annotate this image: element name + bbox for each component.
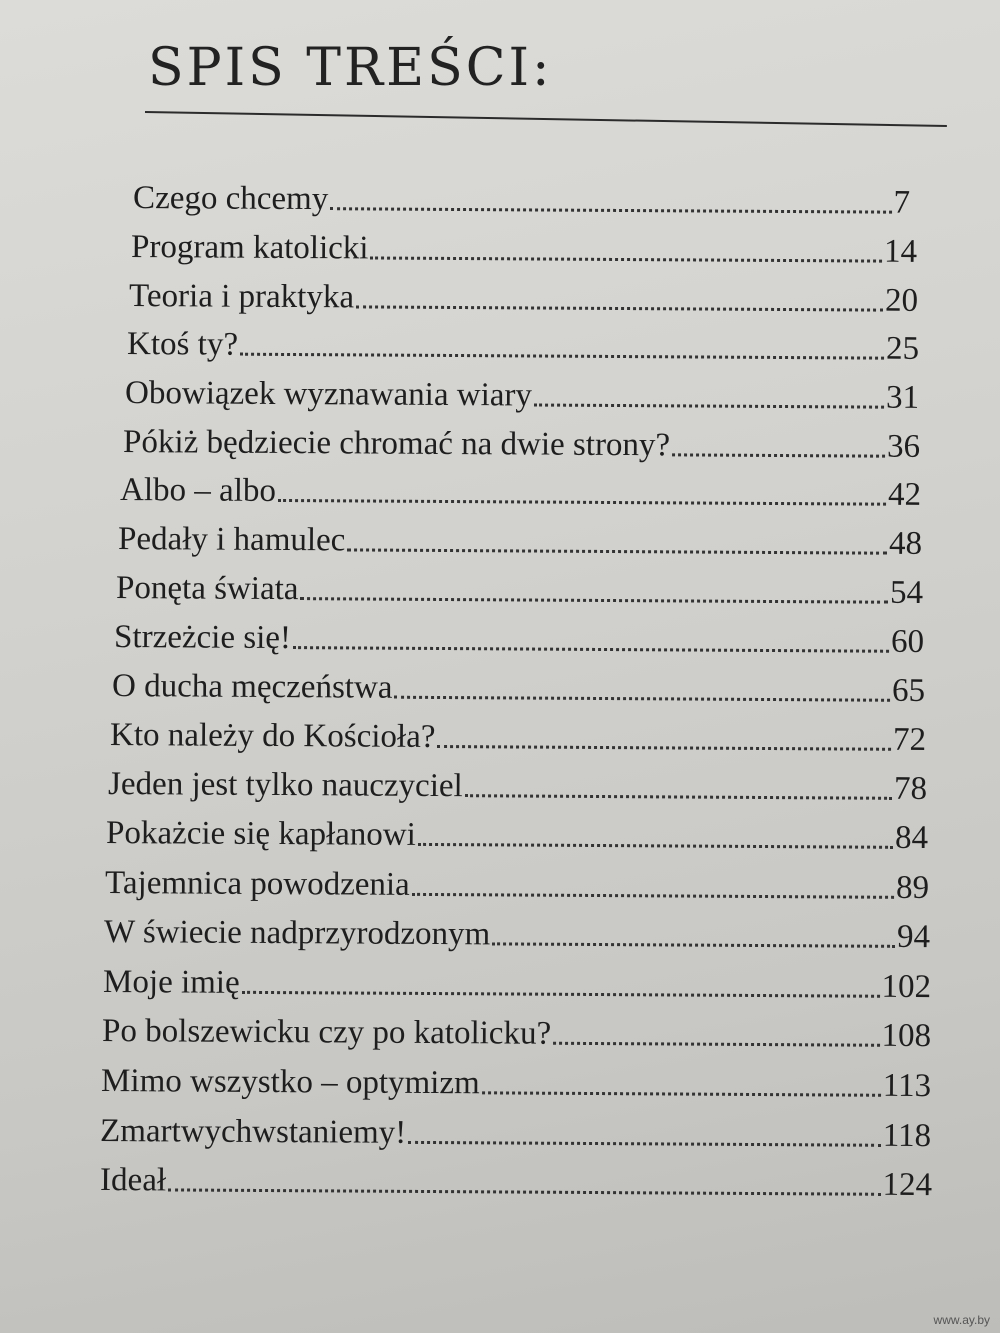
- toc-entry-page: 54: [889, 574, 924, 611]
- toc-entry-title: Jeden jest tylko nauczyciel: [108, 766, 463, 805]
- toc-entry-page: 72: [892, 721, 927, 758]
- toc-entry: [112, 660, 925, 711]
- dot-leader: [330, 207, 891, 213]
- toc-entry-title: Czego chcemy: [133, 180, 329, 218]
- toc-entry: [100, 1105, 931, 1156]
- toc-entry-page: 94: [896, 918, 931, 956]
- toc-entry-title: Pókiż będziecie chromać na dwie strony?: [123, 424, 671, 464]
- dot-leader: [534, 403, 884, 408]
- dot-leader: [347, 548, 887, 554]
- toc-entry-title: Zmartwychwstaniemy!: [100, 1113, 407, 1151]
- toc-entry-page: 31: [885, 379, 920, 416]
- toc-entry-page: 102: [881, 968, 932, 1006]
- dot-leader: [672, 453, 885, 457]
- toc-entry-page: 118: [882, 1117, 932, 1155]
- dot-leader: [437, 745, 891, 751]
- toc-entry: [102, 1005, 931, 1056]
- toc-entry: [118, 513, 922, 564]
- dot-leader: [242, 991, 880, 998]
- toc-entry: [131, 221, 917, 272]
- dot-leader: [394, 696, 890, 702]
- toc-entry: [127, 318, 919, 369]
- toc-entry-title: Strzeżcie się!: [114, 619, 292, 657]
- page-title: SPIS TREŚCI:: [148, 38, 553, 98]
- toc-entry-page: 25: [885, 330, 920, 367]
- toc-entry: [108, 758, 927, 809]
- toc-entry: [100, 1154, 932, 1205]
- watermark: www.ay.by: [933, 1313, 990, 1327]
- toc-entry: [110, 709, 926, 760]
- dot-leader: [492, 942, 895, 947]
- dot-leader: [293, 646, 889, 653]
- dot-leader: [465, 794, 892, 800]
- toc-entry: [133, 172, 910, 223]
- toc-entry: [129, 270, 918, 321]
- toc-entry-page: 84: [894, 819, 929, 857]
- toc-entry-title: Moje imię: [103, 964, 240, 1001]
- dot-leader: [300, 597, 888, 604]
- toc-entry: [101, 1055, 931, 1106]
- toc-entry-page: 60: [890, 623, 925, 660]
- toc-entry-title: Ponęta świata: [116, 570, 299, 608]
- toc-entry-title: Kto należy do Kościoła?: [110, 717, 436, 755]
- toc-entry: [123, 416, 920, 467]
- toc-entry-title: O ducha męczeństwa: [112, 668, 393, 706]
- toc-entry-page: 65: [891, 672, 926, 709]
- toc-entry: [104, 906, 930, 957]
- toc-entry-title: Po bolszewicku czy po katolicku?: [102, 1013, 552, 1052]
- toc-entry-page: 14: [883, 233, 918, 270]
- toc-entry-title: Tajemnica powodzenia: [105, 865, 410, 903]
- toc-entry-title: Pokażcie się kapłanowi: [106, 815, 416, 853]
- toc-entry-title: W świecie nadprzyrodzonym: [104, 914, 491, 953]
- toc-entry-page: 89: [895, 869, 930, 907]
- dot-leader: [408, 1141, 881, 1147]
- toc-entry-title: Obowiązek wyznawania wiary: [125, 375, 533, 414]
- toc-entry: [105, 857, 929, 908]
- toc-entry-page: 113: [882, 1067, 932, 1105]
- dot-leader: [168, 1188, 881, 1195]
- toc-entry-title: Pedały i hamulec: [118, 521, 346, 559]
- dot-leader: [418, 843, 893, 849]
- dot-leader: [482, 1091, 881, 1096]
- toc-entry: [114, 611, 924, 662]
- toc-entry: [106, 807, 928, 858]
- toc-entry: [116, 562, 923, 613]
- toc-entry-page: 20: [884, 282, 919, 319]
- toc-entry: [125, 367, 919, 418]
- toc-entry: [120, 464, 921, 515]
- toc-entry-title: Mimo wszystko – optymizm: [101, 1063, 480, 1102]
- toc-entry-page: 36: [886, 428, 921, 465]
- dot-leader: [240, 353, 884, 360]
- toc-entry-page: 124: [882, 1166, 933, 1204]
- dot-leader: [370, 256, 882, 262]
- dot-leader: [412, 893, 894, 899]
- toc-entry-title: Ktoś ty?: [127, 326, 239, 363]
- toc-entry-title: Program katolicki: [131, 229, 369, 267]
- dot-leader: [278, 499, 886, 506]
- dot-leader: [356, 305, 883, 311]
- toc-entry: [103, 956, 931, 1007]
- toc-entry-title: Ideał: [100, 1162, 167, 1199]
- dot-leader: [553, 1042, 879, 1047]
- toc-entry-page: 108: [881, 1017, 932, 1055]
- toc-entry-page: 78: [893, 770, 928, 808]
- toc-entry-page: 42: [887, 476, 922, 513]
- toc-entry-title: Teoria i praktyka: [129, 278, 355, 316]
- toc-entry-page: 7: [893, 184, 911, 221]
- toc-entry-title: Albo – albo: [120, 472, 277, 509]
- toc-entry-page: 48: [888, 525, 923, 562]
